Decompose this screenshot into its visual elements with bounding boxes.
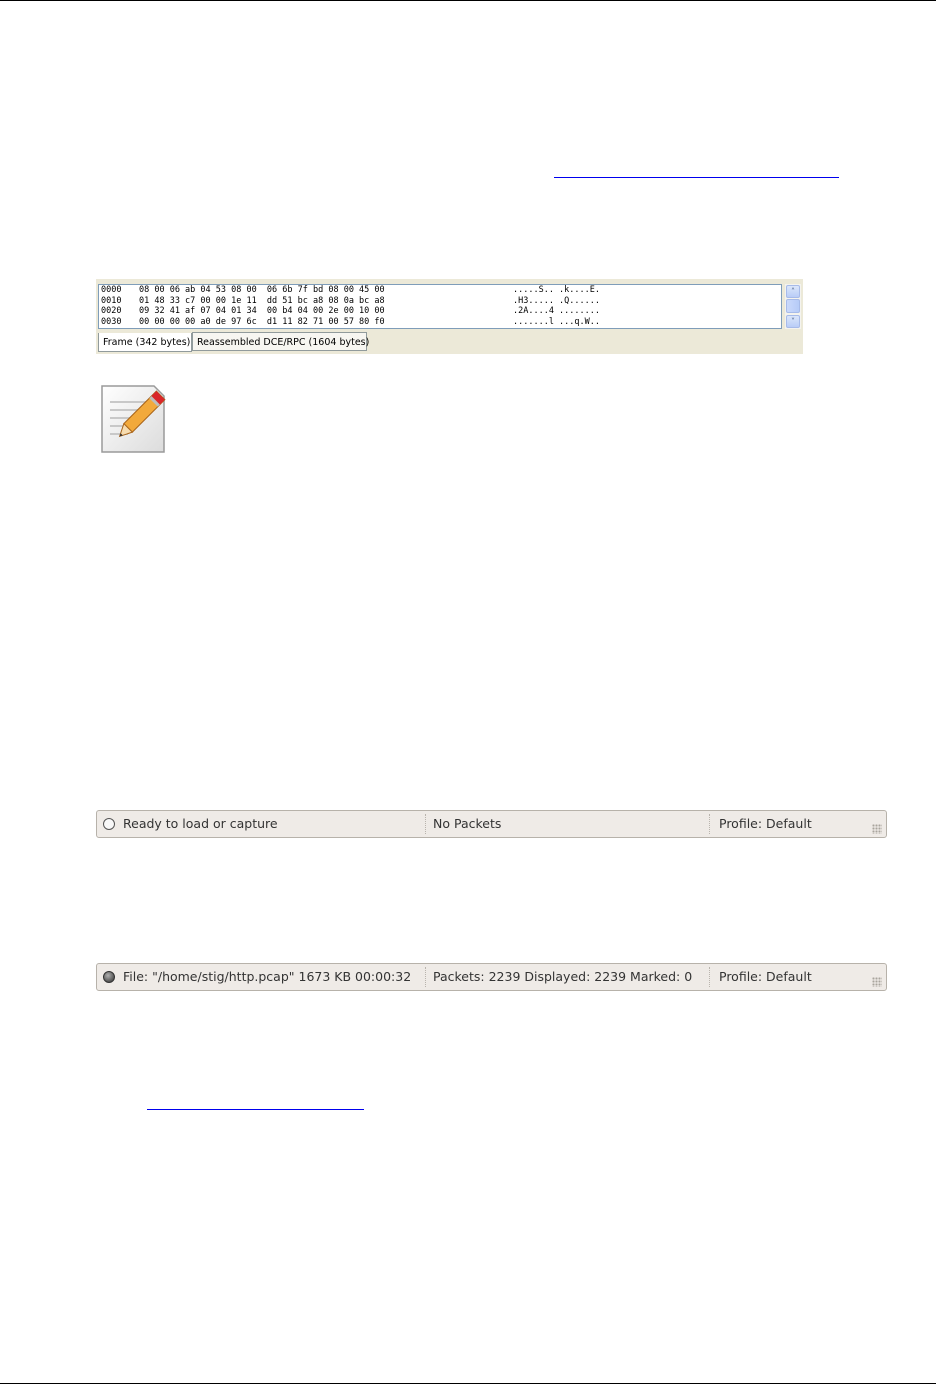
hex-ascii: .2A....4 ........	[513, 306, 600, 316]
scroll-up-icon[interactable]: ˄	[786, 285, 800, 298]
tab-frame[interactable]: Frame (342 bytes)	[98, 333, 192, 352]
statusbar-empty	[96, 810, 887, 838]
hex-ascii: .H3..... .Q......	[513, 295, 600, 306]
scroll-thumb[interactable]	[786, 299, 800, 313]
hex-offset: 0020	[101, 306, 122, 316]
packet-count: Packets: 2239 Displayed: 2239 Marked: 0	[433, 969, 693, 984]
status-message: Ready to load or capture	[123, 816, 278, 831]
packet-bytes-pane	[96, 279, 803, 354]
hex-offset: 0000	[101, 285, 122, 295]
profile-indicator[interactable]: Profile: Default	[719, 816, 812, 831]
hex-ascii: .......l ...q.W..	[513, 316, 600, 327]
top-rule	[0, 0, 936, 1]
hex-row	[99, 285, 781, 296]
profile-indicator[interactable]: Profile: Default	[719, 969, 812, 984]
statusbar-loaded	[96, 963, 887, 991]
status-message: File: "/home/stig/http.pcap" 1673 KB 00:00:32	[123, 969, 412, 984]
hex-ascii: .....S.. .k....E.	[513, 285, 600, 295]
hex-bytes: 09 32 41 af 07 04 01 34 00 b4 04 00 2e 00 10 00	[139, 306, 385, 316]
resize-grip-icon[interactable]	[872, 824, 882, 834]
note-pencil-icon	[98, 384, 170, 456]
hex-row	[99, 306, 781, 317]
status-separator	[709, 814, 711, 834]
hex-bytes: 01 48 33 c7 00 00 1e 11 dd 51 bc a8 08 0a bc a8	[139, 295, 385, 306]
status-separator	[709, 967, 711, 987]
capture-status-icon[interactable]	[103, 971, 115, 983]
hex-offset: 0010	[101, 295, 122, 306]
hex-scrollbar[interactable]	[785, 284, 801, 329]
hex-row	[99, 317, 781, 328]
hyperlink-underline[interactable]	[554, 177, 839, 178]
scroll-down-icon[interactable]: ˅	[786, 315, 800, 328]
hex-offset: 0030	[101, 316, 122, 327]
hex-bytes: 00 00 00 00 a0 de 97 6c d1 11 82 71 00 57 80 f0	[139, 316, 385, 327]
hex-row	[99, 296, 781, 307]
capture-status-icon[interactable]	[103, 818, 115, 830]
hyperlink-underline[interactable]	[147, 1109, 364, 1110]
resize-grip-icon[interactable]	[872, 977, 882, 987]
packet-count: No Packets	[433, 816, 502, 831]
tab-reassembled-dcerpc[interactable]: Reassembled DCE/RPC (1604 bytes)	[192, 332, 367, 351]
hex-dump-area[interactable]	[98, 284, 782, 329]
hex-bytes: 08 00 06 ab 04 53 08 00 06 6b 7f bd 08 00 45 00	[139, 285, 385, 295]
